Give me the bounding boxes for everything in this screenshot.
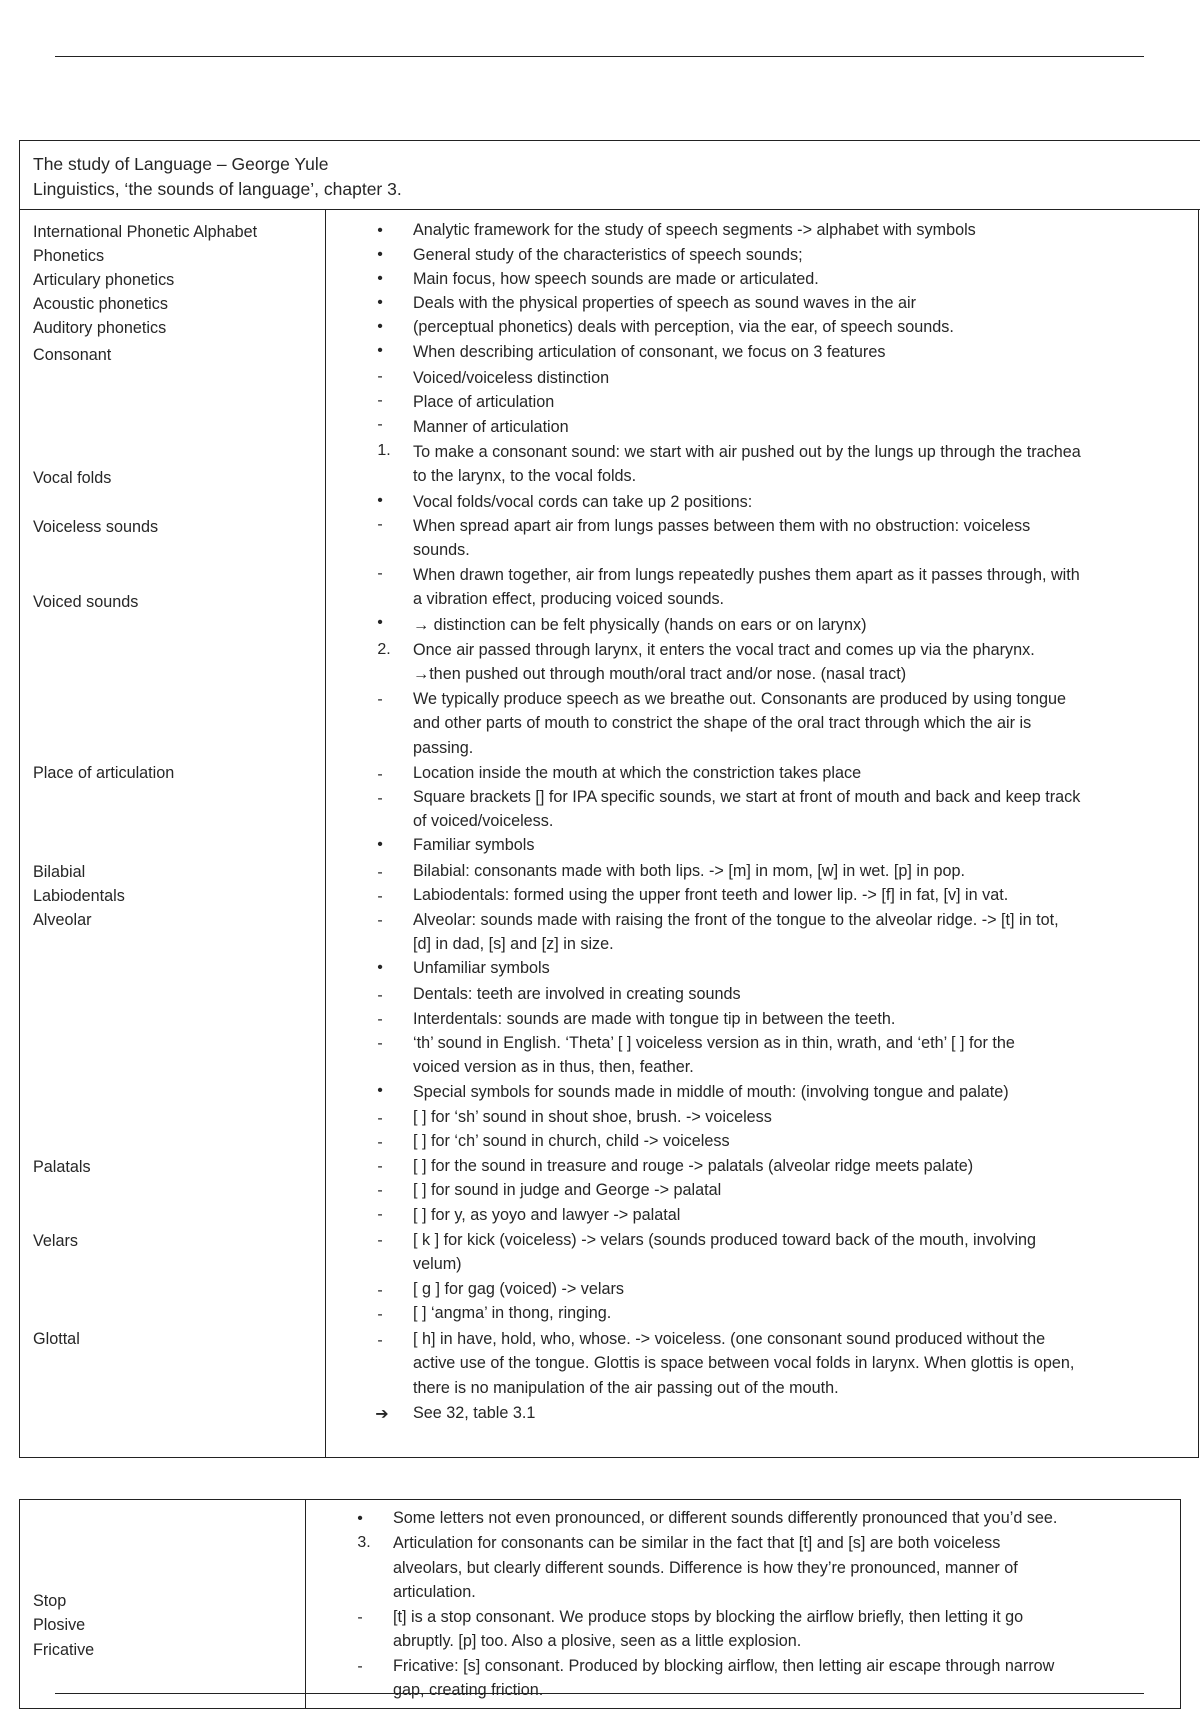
note-line: [ ] for y, as yoyo and lawyer -> palatal bbox=[413, 1206, 681, 1224]
note-line: [ ] ‘angma’ in thong, ringing. bbox=[413, 1304, 612, 1322]
document-title: The study of Language – George Yule bbox=[33, 154, 329, 174]
note-line: General study of the characteristics of speech sounds; bbox=[413, 246, 803, 264]
note-line: [ ] for the sound in treasure and rouge -> palatals (alveolar ridge meets palate) bbox=[413, 1157, 974, 1175]
cell-underline bbox=[325, 1457, 383, 1458]
dash: - bbox=[377, 1134, 383, 1151]
note-line: articulation. bbox=[393, 1583, 476, 1601]
note-line: Bilabial: consonants made with both lips. -> [m] in mom, [w] in wet. [p] in pop. bbox=[413, 862, 965, 880]
bullet: • bbox=[377, 1082, 383, 1099]
term-glottal: Glottal bbox=[33, 1330, 80, 1348]
dash: - bbox=[377, 1306, 383, 1323]
note-line: [ ] for sound in judge and George -> palatal bbox=[413, 1181, 722, 1199]
term-voiced-sounds: Voiced sounds bbox=[33, 593, 139, 611]
top-rule bbox=[55, 56, 1144, 57]
term-phonetics: Phonetics bbox=[33, 247, 105, 265]
note-line: gap, creating friction. bbox=[393, 1681, 544, 1699]
bullet: • bbox=[377, 270, 383, 287]
note-line: Labiodentals: formed using the upper front teeth and lower lip. -> [f] in fat, [v] in vat. bbox=[413, 886, 1009, 904]
dash: - bbox=[377, 392, 383, 409]
dash: - bbox=[377, 864, 383, 881]
notes-table-1 bbox=[19, 209, 1199, 1458]
dash: - bbox=[377, 1182, 383, 1199]
dash: - bbox=[377, 1282, 383, 1299]
dash: - bbox=[377, 1110, 383, 1127]
note-line: → distinction can be felt physically (hands on ears or on larynx) bbox=[413, 616, 867, 634]
note-line: Manner of articulation bbox=[413, 418, 569, 436]
bullet: • bbox=[377, 836, 383, 853]
note-line: Square brackets [] for IPA specific sounds, we start at front of mouth and back and keep track bbox=[413, 788, 1081, 806]
note-line: Main focus, how speech sounds are made or articulated. bbox=[413, 270, 819, 288]
dash: - bbox=[377, 516, 383, 533]
note-line: velum) bbox=[413, 1255, 462, 1273]
note-line: [ k ] for kick (voiceless) -> velars (sounds produced toward back of the mouth, involving bbox=[413, 1231, 1037, 1249]
term-acoustic-phonetics: Acoustic phonetics bbox=[33, 295, 168, 313]
note-line: Articulation for consonants can be similar in the fact that [t] and [s] are both voiceless bbox=[393, 1534, 1001, 1552]
number-1: 1. bbox=[377, 442, 391, 459]
term-labiodentals: Labiodentals bbox=[33, 887, 125, 905]
note-line: Special symbols for sounds made in middle of mouth: (involving tongue and palate) bbox=[413, 1083, 1009, 1101]
note-line: Unfamiliar symbols bbox=[413, 959, 550, 977]
dash: - bbox=[377, 888, 383, 905]
bullet: • bbox=[377, 492, 383, 509]
column-divider-1 bbox=[325, 209, 326, 1458]
note-line: When drawn together, air from lungs repeatedly pushes them apart as it passes through, with bbox=[413, 566, 1080, 584]
note-line: and other parts of mouth to constrict the shape of the oral tract through which the air is bbox=[413, 714, 1032, 732]
note-line: Voiced/voiceless distinction bbox=[413, 369, 610, 387]
bullet: • bbox=[377, 614, 383, 631]
dash: - bbox=[377, 912, 383, 929]
bullet: • bbox=[377, 342, 383, 359]
note-line: Some letters not even pronounced, or different sounds differently pronounced that you’d see. bbox=[393, 1509, 1058, 1527]
notes-table-2 bbox=[19, 1499, 1181, 1709]
term-place-of-articulation: Place of articulation bbox=[33, 764, 175, 782]
note-line: Deals with the physical properties of speech as sound waves in the air bbox=[413, 294, 916, 312]
arrow-marker: ➔ bbox=[375, 1406, 389, 1423]
term-auditory-phonetics: Auditory phonetics bbox=[33, 319, 167, 337]
note-line: See 32, table 3.1 bbox=[413, 1404, 536, 1422]
note-line: Vocal folds/vocal cords can take up 2 positions: bbox=[413, 493, 753, 511]
note-line: alveolars, but clearly different sounds. Difference is how they’re pronounced, manner of bbox=[393, 1559, 1018, 1577]
bullet: • bbox=[377, 294, 383, 311]
dash: - bbox=[377, 416, 383, 433]
note-line: abruptly. [p] too. Also a plosive, seen as a little explosion. bbox=[393, 1632, 802, 1650]
note-line: We typically produce speech as we breathe out. Consonants are produced by using tongue bbox=[413, 690, 1067, 708]
bullet: • bbox=[377, 246, 383, 263]
dash: - bbox=[377, 1011, 383, 1028]
note-line: Fricative: [s] consonant. Produced by blocking airflow, then letting air escape through narrow bbox=[393, 1657, 1055, 1675]
note-line: Alveolar: sounds made with raising the front of the tongue to the alveolar ridge. -> [t] in tot, bbox=[413, 911, 1059, 929]
note-line: Place of articulation bbox=[413, 393, 555, 411]
term-ipa: International Phonetic Alphabet bbox=[33, 223, 258, 241]
note-line: [ h] in have, hold, who, whose. -> voiceless. (one consonant sound produced without the bbox=[413, 1330, 1046, 1348]
note-line: voiced version as in thus, then, feather. bbox=[413, 1058, 694, 1076]
term-consonant: Consonant bbox=[33, 346, 112, 364]
term-velars: Velars bbox=[33, 1232, 78, 1250]
dash: - bbox=[357, 1658, 363, 1675]
dash: - bbox=[377, 1035, 383, 1052]
term-palatals: Palatals bbox=[33, 1158, 91, 1176]
dash: - bbox=[377, 1158, 383, 1175]
note-line: [ ] for ‘ch’ sound in church, child -> voiceless bbox=[413, 1132, 730, 1150]
column-divider-2 bbox=[305, 1499, 306, 1709]
note-line: a vibration effect, producing voiced sounds. bbox=[413, 590, 725, 608]
term-vocal-folds: Vocal folds bbox=[33, 469, 112, 487]
note-line: Location inside the mouth at which the constriction takes place bbox=[413, 764, 862, 782]
note-line: there is no manipulation of the air passing out of the mouth. bbox=[413, 1379, 839, 1397]
note-line: passing. bbox=[413, 739, 474, 757]
dash: - bbox=[377, 987, 383, 1004]
note-line: →then pushed out through mouth/oral tract and/or nose. (nasal tract) bbox=[413, 665, 907, 683]
term-alveolar: Alveolar bbox=[33, 911, 92, 929]
note-line: of voiced/voiceless. bbox=[413, 812, 554, 830]
note-line: sounds. bbox=[413, 541, 470, 559]
dash: - bbox=[377, 1232, 383, 1249]
note-line: Interdentals: sounds are made with tongue tip in between the teeth. bbox=[413, 1010, 896, 1028]
note-line: Once air passed through larynx, it enters the vocal tract and comes up via the pharynx. bbox=[413, 641, 1035, 659]
dash: - bbox=[377, 766, 383, 783]
term-voiceless-sounds: Voiceless sounds bbox=[33, 518, 159, 536]
dash: - bbox=[377, 1206, 383, 1223]
dash: - bbox=[377, 790, 383, 807]
bullet: • bbox=[377, 959, 383, 976]
dash: - bbox=[357, 1609, 363, 1626]
note-line: To make a consonant sound: we start with air pushed out by the lungs up through the trachea bbox=[413, 443, 1081, 461]
bullet: • bbox=[357, 1510, 363, 1527]
note-line: Dentals: teeth are involved in creating sounds bbox=[413, 985, 741, 1003]
note-line: active use of the tongue. Glottis is space between vocal folds in larynx. When glottis is open, bbox=[413, 1354, 1075, 1372]
bullet: • bbox=[377, 318, 383, 335]
note-line: [ ] for ‘sh’ sound in shout shoe, brush. -> voiceless bbox=[413, 1108, 772, 1126]
note-line: ‘th’ sound in English. ‘Theta’ [ ] voiceless version as in thin, wrath, and ‘eth’ [ ] for the bbox=[413, 1034, 1015, 1052]
note-line: Familiar symbols bbox=[413, 836, 535, 854]
note-line: [ g ] for gag (voiced) -> velars bbox=[413, 1280, 624, 1298]
number-3: 3. bbox=[357, 1534, 371, 1551]
term-fricative: Fricative bbox=[33, 1641, 95, 1659]
term-articulary-phonetics: Articulary phonetics bbox=[33, 271, 175, 289]
note-line: [d] in dad, [s] and [z] in size. bbox=[413, 935, 614, 953]
note-line: When spread apart air from lungs passes between them with no obstruction: voiceless bbox=[413, 517, 1031, 535]
dash: - bbox=[377, 1332, 383, 1349]
dash: - bbox=[377, 691, 383, 708]
note-line: [t] is a stop consonant. We produce stops by blocking the airflow briefly, then letting it go bbox=[393, 1608, 1024, 1626]
note-line: to the larynx, to the vocal folds. bbox=[413, 467, 637, 485]
note-line: (perceptual phonetics) deals with perception, via the ear, of speech sounds. bbox=[413, 318, 954, 336]
term-bilabial: Bilabial bbox=[33, 863, 86, 881]
dash: - bbox=[377, 565, 383, 582]
number-2: 2. bbox=[377, 641, 391, 658]
document-subtitle: Linguistics, ‘the sounds of language’, chapter 3. bbox=[33, 179, 402, 199]
term-stop: Stop bbox=[33, 1592, 67, 1610]
bullet: • bbox=[377, 222, 383, 239]
term-plosive: Plosive bbox=[33, 1616, 86, 1634]
note-line: Analytic framework for the study of speech segments -> alphabet with symbols bbox=[413, 221, 976, 239]
note-line: When describing articulation of consonant, we focus on 3 features bbox=[413, 343, 886, 361]
dash: - bbox=[377, 368, 383, 385]
